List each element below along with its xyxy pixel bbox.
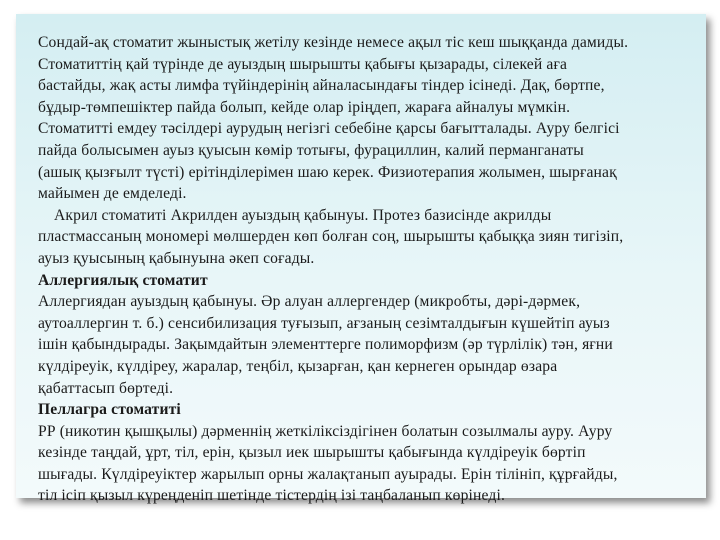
paragraph-line: аутоаллергин т. б.) сенсибилизация туғызып, ағзаның сезімталдығын күшейтіп ауыз — [38, 314, 610, 332]
paragraph-line: ауыз қуысының қабынуына әкеп соғады. — [38, 249, 315, 267]
document-body — [38, 32, 714, 507]
paragraph-line: Стоматитті емдеу тәсілдері аурудың негізгі себебіне қарсы бағытталады. Ауру белгісі — [38, 120, 620, 138]
paragraph-line: РР (никотин қышқылы) дәрменнің жеткіліксіздігінен болатын созылмалы ауру. Ауру — [38, 422, 613, 440]
paragraph-line: шығады. Күлдіреуіктер жарылып орны жалақтанып ауырады. Ерін тілініп, құрғайды, — [38, 465, 618, 483]
paragraph-line: (ашық қызғылт түсті) ерітінділерімен шаю керек. Физиотерапия жолымен, шырғанақ — [38, 163, 617, 181]
paragraph-line: Акрил стоматиті Акрилден ауыздың қабынуы. Протез базисінде акрилды — [54, 206, 552, 224]
section-heading: Аллергиялық стоматит — [38, 271, 208, 289]
paragraph-line: Сондай-ақ стоматит жыныстық жетілу кезінде немесе ақыл тіс кеш шыққанда дамиды. — [38, 34, 629, 51]
paragraph-line: күлдіреуік, күлдіреу, жаралар, теңбіл, қызарған, қан кернеген орындар өзара — [38, 357, 558, 375]
paragraph-line: кезінде таңдай, ұрт, тіл, ерін, қызыл иек шырышты қабығында күлдіреуік бөртіп — [38, 444, 586, 462]
paragraph-line: бұдыр-төмпешіктер пайда болып, кейде олар іріңдеп, жараға айналуы мүмкін. — [38, 98, 571, 116]
paragraph-line: Стоматиттің қай түрінде де ауыздың шырышты қабығы қызарады, сілекей ағa — [38, 55, 568, 73]
paragraph-line: тіл ісіп қызыл күреңденіп шетінде тістердің ізі таңбаланып көрінеді. — [38, 487, 506, 505]
paragraph-line: пайда болысымен ауыз қуысын көмір тотығы, фурациллин, калий перманганаты — [38, 141, 584, 159]
section-heading: Пеллагра стоматиті — [38, 401, 181, 419]
paragraph-line: қабаттасып бөртеді. — [38, 379, 174, 397]
paragraph-line: пластмассаның мономері мөлшерден көп болған соң, шырышты қабыққа зиян тигізіп, — [38, 228, 624, 246]
paragraph-line: майымен де емделеді. — [38, 185, 187, 203]
text-panel — [16, 14, 706, 505]
paragraph-line: бастайды, жақ асты лимфа түйіндерінің айналасындағы тіндер ісінеді. Дақ, бөртпе, — [38, 77, 605, 95]
paragraph-line: ішін қабындырады. Зақымдайтын элементтерге полиморфизм (әр түрлілік) тән, яғни — [38, 336, 613, 354]
paragraph-line: Аллергиядан ауыздың қабынуы. Әр алуан аллергендер (микробты, дәрі-дәрмек, — [38, 293, 581, 311]
